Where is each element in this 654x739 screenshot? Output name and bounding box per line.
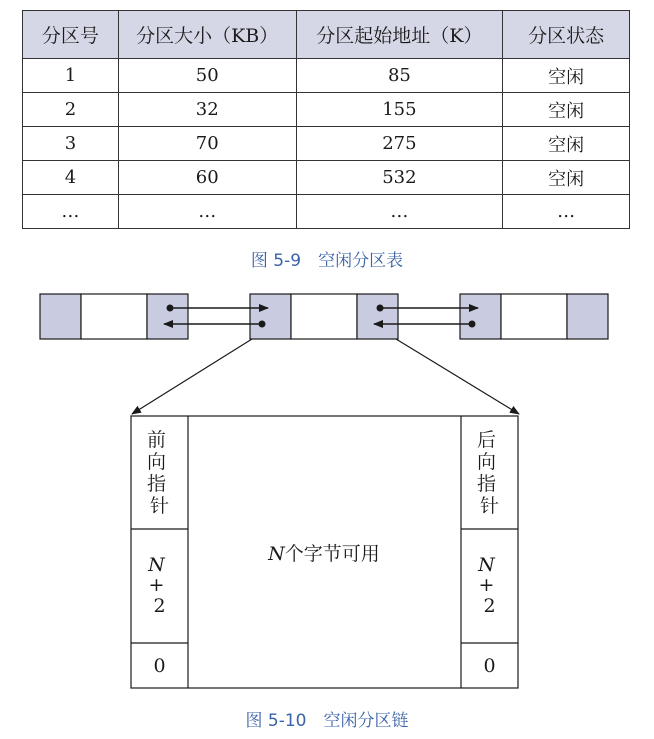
table-row [23, 195, 630, 229]
node-b-left-pointer [250, 294, 291, 339]
table-row [23, 161, 630, 195]
cell: … [296, 195, 503, 229]
cell: 1 [23, 59, 119, 93]
table-row [23, 127, 630, 161]
header-status: 分区状态 [503, 11, 630, 59]
header-partition-size: 分区大小（KB） [118, 11, 296, 59]
node-b-right-pointer [357, 294, 398, 339]
table-row [23, 93, 630, 127]
cell: 275 [296, 127, 503, 161]
cell: 50 [118, 59, 296, 93]
cell: 155 [296, 93, 503, 127]
header-start-address: 分区起始地址（K） [296, 11, 503, 59]
node-c-left-pointer [460, 294, 501, 339]
cell: 空闲 [503, 59, 630, 93]
free-partition-chain-diagram [0, 280, 654, 700]
cell: 32 [118, 93, 296, 127]
cell: 3 [23, 127, 119, 161]
partition-table [22, 10, 630, 229]
cell: … [23, 195, 119, 229]
cell: 532 [296, 161, 503, 195]
size-label-right: N + 2 [478, 554, 496, 617]
table-caption: 图 5-9 空闲分区表 [250, 251, 404, 271]
table-row [23, 59, 630, 93]
cell: 空闲 [503, 93, 630, 127]
node-c-right-pointer [567, 294, 608, 339]
table-header-row [23, 11, 630, 59]
node-a-right-pointer [147, 294, 188, 339]
expand-right-arrow [396, 339, 519, 414]
cell: 空闲 [503, 161, 630, 195]
zero-label-left: 0 [153, 655, 166, 677]
usable-bytes-label: N个字节可用 [268, 543, 380, 565]
cell: 70 [118, 127, 296, 161]
zero-label-right: 0 [483, 655, 496, 677]
backward-pointer-label: 后 向 指 针 [476, 429, 500, 517]
expand-left-arrow [132, 339, 252, 414]
header-partition-no: 分区号 [23, 11, 119, 59]
cell: … [503, 195, 630, 229]
cell: 空闲 [503, 127, 630, 161]
node-b-body [291, 294, 357, 339]
cell: 60 [118, 161, 296, 195]
node-a-body [81, 294, 147, 339]
node-c-body [501, 294, 567, 339]
chain-caption: 图 5-10 空闲分区链 [245, 711, 409, 731]
forward-pointer-label: 前 向 指 针 [146, 429, 170, 517]
size-label-left: N + 2 [148, 554, 166, 617]
cell: … [118, 195, 296, 229]
cell: 4 [23, 161, 119, 195]
cell: 85 [296, 59, 503, 93]
cell: 2 [23, 93, 119, 127]
node-a-left-pointer [40, 294, 81, 339]
